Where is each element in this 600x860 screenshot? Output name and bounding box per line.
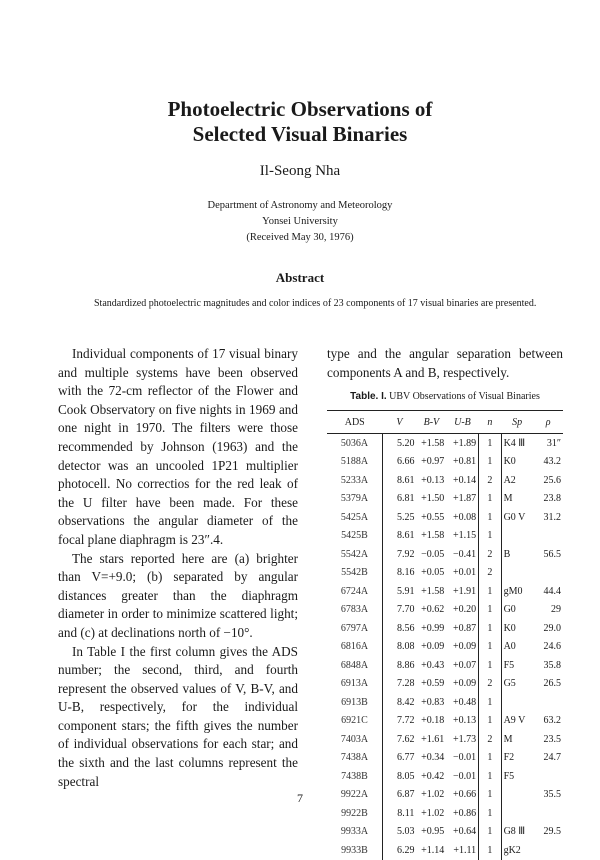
cell-v: 5.25 [382,508,416,527]
cell-u-b: +0.81 [452,456,477,468]
cell-b-v: +1.02 [421,789,445,801]
cell-u-b: +1.89 [452,437,477,449]
cell-u-b: +0.64 [452,826,477,838]
cell-sp: gM0 [501,582,533,601]
paper-title [0,97,600,147]
cell-ads: 6913B [341,696,368,708]
cell-u-b: +1.73 [452,733,477,745]
cell-v: 6.29 [382,841,416,860]
header-v: V [382,411,416,434]
table-row [327,527,563,546]
page-number: 7 [297,791,303,805]
table-row [327,453,563,472]
cell-v: 8.08 [382,638,416,657]
cell-rho: 35.5 [543,789,561,801]
cell-rho [533,767,563,786]
table-row [327,712,563,731]
cell-n: 1 [479,582,501,601]
cell-b-v: +0.95 [421,826,445,838]
title-line-1: Photoelectric Observations of [167,97,433,121]
cell-rho [533,527,563,546]
cell-rho: 29.5 [543,826,561,838]
received-date: (Received May 30, 1976) [246,232,354,243]
cell-rho: 25.6 [543,474,561,486]
cell-u-b: +0.66 [452,789,477,801]
cell-v: 7.70 [382,601,416,620]
cell-n: 1 [479,712,501,731]
cell-sp: M [501,490,533,509]
cell-sp: G0 [501,601,533,620]
table-row [327,490,563,509]
cell-u-b: +0.01 [452,567,477,579]
cell-v: 5.91 [382,582,416,601]
cell-rho [533,564,563,583]
cell-u-b: +0.09 [452,641,477,653]
cell-u-b: +0.09 [452,678,477,690]
abstract-text: Standardized photoelectric magnitudes and color indices of 23 components of 17 visual binaries are presented. [94,298,537,309]
cell-n: 1 [479,638,501,657]
table-row [327,564,563,583]
cell-sp: A9 V [501,712,533,731]
cell-ads: 7438A [340,752,369,764]
cell-sp: K0 [501,453,533,472]
cell-rho [533,841,563,860]
body-paragraph-1: Individual components of 17 visual binary and multiple systems have been observed with the 72-cm reflector of the Flower and Cook Observatory on five nights in 1969 and one night in 1970. The filters were those recommended by Johnson (1963) and the detector was an uncooled 1P21 multiplier photocell. No correctios for the red leak of the U filter have been made. For these observations the angular diameter of the focal plane diaphragm is 23″.4. [58,346,298,547]
cell-n: 1 [479,453,501,472]
table-row [327,508,563,527]
cell-u-b: +0.14 [452,474,477,486]
cell-sp [501,804,533,823]
cell-b-v: +0.83 [421,696,445,708]
cell-u-b: +0.48 [452,696,477,708]
cell-v: 7.72 [382,712,416,731]
cell-sp [501,693,533,712]
table-row [327,749,563,768]
cell-v: 8.56 [382,619,416,638]
header-ads: ADS [327,411,382,434]
affiliation-department: Department of Astronomy and Meteorology [207,200,393,211]
body-paragraph-3: In Table I the first column gives the ADS number; the second, third, and fourth represent the observed values of V, B-V, and U-B, respectively, for the individual component stars; the fifth gives the number of individual observations for each star; and the sixth and the last columns represent the spectral [58,643,298,789]
cell-rho: 24.6 [543,641,561,653]
cell-n: 1 [479,434,501,453]
cell-sp: K4 Ⅲ [501,434,533,453]
cell-b-v: +1.58 [421,437,445,449]
cell-b-v: +0.97 [421,456,445,468]
cell-rho: 29 [551,604,561,616]
cell-rho: 43.2 [543,456,561,468]
cell-rho [533,693,563,712]
header-u-b: U-B [446,411,478,434]
cell-sp: K0 [501,619,533,638]
cell-n: 1 [479,767,501,786]
cell-b-v: +1.50 [421,493,445,505]
body-left-column [58,345,298,791]
cell-sp: A0 [501,638,533,657]
cell-rho: 63.2 [543,715,561,727]
cell-ads: 9933B [341,844,368,856]
cell-ads: 5425A [340,511,369,523]
body-right-paragraph: type and the angular separation between components A and B, respectively. [327,346,563,380]
cell-sp: A2 [501,471,533,490]
cell-n: 2 [479,545,501,564]
cell-ads: 5233A [340,474,369,486]
cell-v: 5.03 [382,823,416,842]
table-row [327,730,563,749]
cell-b-v: +1.58 [421,530,445,542]
cell-ads: 9933A [340,826,369,838]
cell-b-v: +0.99 [421,622,445,634]
cell-rho: 29.0 [543,622,561,634]
cell-sp: M [501,730,533,749]
cell-v: 5.20 [382,434,416,453]
cell-b-v: +0.34 [421,752,445,764]
cell-b-v: +0.42 [421,770,445,782]
cell-u-b: +0.07 [452,659,477,671]
cell-ads: 5379A [340,493,369,505]
cell-v: 8.61 [382,471,416,490]
table-row [327,675,563,694]
cell-v: 6.66 [382,453,416,472]
cell-n: 1 [479,823,501,842]
cell-ads: 6724A [340,585,369,597]
cell-ads: 9922A [340,789,369,801]
body-paragraph-2: The stars reported here are (a) brighter than V=+9.0; (b) separated by angular distances greater than the diaphragm diameter in order to minimize scattered light; and (c) at declinations north of −10°. [58,550,298,640]
cell-v: 8.42 [382,693,416,712]
cell-b-v: +1.14 [421,844,445,856]
cell-u-b: +1.15 [452,530,477,542]
cell-u-b: +0.13 [452,715,477,727]
cell-u-b: +0.86 [452,807,477,819]
cell-ads: 5542A [340,548,369,560]
cell-sp: G8 Ⅲ [501,823,533,842]
cell-sp: B [501,545,533,564]
title-line-2: Selected Visual Binaries [192,122,408,146]
cell-rho: 56.5 [543,548,561,560]
cell-v: 8.11 [382,804,416,823]
cell-n: 1 [479,656,501,675]
table-row [327,804,563,823]
cell-v: 8.05 [382,767,416,786]
cell-b-v: +0.09 [421,641,445,653]
cell-n: 1 [479,693,501,712]
table-header-row [327,411,563,434]
cell-u-b: +1.91 [452,585,477,597]
cell-v: 8.86 [382,656,416,675]
cell-rho [533,804,563,823]
cell-rho: 31.2 [543,511,561,523]
cell-ads: 7403A [340,733,369,745]
cell-b-v: −0.05 [421,548,445,560]
cell-u-b: −0.41 [452,548,477,560]
table-caption [327,391,563,402]
table-row [327,638,563,657]
cell-n: 2 [479,471,501,490]
table-row [327,471,563,490]
cell-n: 2 [479,675,501,694]
cell-b-v: +0.18 [421,715,445,727]
cell-n: 1 [479,841,501,860]
cell-ads: 5542B [341,567,368,579]
cell-v: 7.62 [382,730,416,749]
table-caption-label: Table. I. [350,391,387,402]
cell-rho: 23.8 [543,493,561,505]
cell-v: 8.16 [382,564,416,583]
cell-sp [501,527,533,546]
cell-n: 1 [479,619,501,638]
cell-b-v: +0.43 [421,659,445,671]
cell-sp: G5 [501,675,533,694]
author-name: Il-Seong Nha [259,163,341,179]
cell-n: 1 [479,508,501,527]
cell-n: 2 [479,564,501,583]
cell-b-v: +0.62 [421,604,445,616]
cell-n: 1 [479,749,501,768]
table-row [327,601,563,620]
cell-rho: 23.5 [543,733,561,745]
cell-rho: 31″ [546,437,561,449]
cell-ads: 6921C [341,715,368,727]
abstract-heading: Abstract [275,270,325,285]
cell-b-v: +1.58 [421,585,445,597]
cell-n: 1 [479,786,501,805]
cell-b-v: +1.61 [421,733,445,745]
cell-ads: 6848A [340,659,369,671]
cell-u-b: +1.11 [453,844,477,856]
table-row [327,619,563,638]
affiliation-university: Yonsei University [262,216,338,227]
cell-n: 1 [479,804,501,823]
table-row [327,823,563,842]
cell-ads: 6816A [340,641,369,653]
cell-ads: 6783A [340,604,369,616]
cell-rho: 26.5 [543,678,561,690]
table-row [327,767,563,786]
table-row [327,693,563,712]
table-row [327,434,563,453]
cell-sp: F2 [501,749,533,768]
cell-u-b: +0.87 [452,622,477,634]
cell-n: 2 [479,730,501,749]
cell-ads: 5036A [340,437,369,449]
cell-n: 1 [479,601,501,620]
header-rho: ρ [533,411,563,434]
header-sp: Sp [501,411,533,434]
affiliation [0,198,600,246]
cell-v: 6.81 [382,490,416,509]
cell-b-v: +0.55 [421,511,445,523]
cell-ads: 5425B [341,530,368,542]
cell-b-v: +0.05 [421,567,445,579]
cell-n: 1 [479,527,501,546]
cell-ads: 6797A [340,622,369,634]
cell-sp: G0 V [501,508,533,527]
cell-sp: F5 [501,767,533,786]
cell-u-b: −0.01 [452,770,477,782]
cell-v: 8.61 [382,527,416,546]
cell-ads: 9922B [341,807,368,819]
cell-rho: 44.4 [543,585,561,597]
cell-rho: 24.7 [543,752,561,764]
table-row [327,582,563,601]
cell-b-v: +0.59 [421,678,445,690]
cell-sp [501,564,533,583]
cell-rho: 35.8 [543,659,561,671]
cell-sp: gK2 [501,841,533,860]
cell-b-v: +0.13 [421,474,445,486]
cell-u-b: +0.08 [452,511,477,523]
cell-v: 6.77 [382,749,416,768]
cell-n: 1 [479,490,501,509]
table-row [327,656,563,675]
table-row [327,545,563,564]
cell-v: 7.92 [382,545,416,564]
table-row [327,841,563,860]
cell-u-b: +1.87 [452,493,477,505]
header-b-v: B-V [416,411,446,434]
cell-b-v: +1.02 [421,807,445,819]
cell-ads: 7438B [341,770,368,782]
cell-ads: 5188A [340,456,369,468]
cell-sp: F5 [501,656,533,675]
cell-u-b: −0.01 [452,752,477,764]
cell-u-b: +0.20 [452,604,477,616]
cell-v: 7.28 [382,675,416,694]
table-caption-text: UBV Observations of Visual Binaries [389,391,540,402]
cell-ads: 6913A [340,678,369,690]
cell-v: 6.87 [382,786,416,805]
header-n: n [479,411,501,434]
